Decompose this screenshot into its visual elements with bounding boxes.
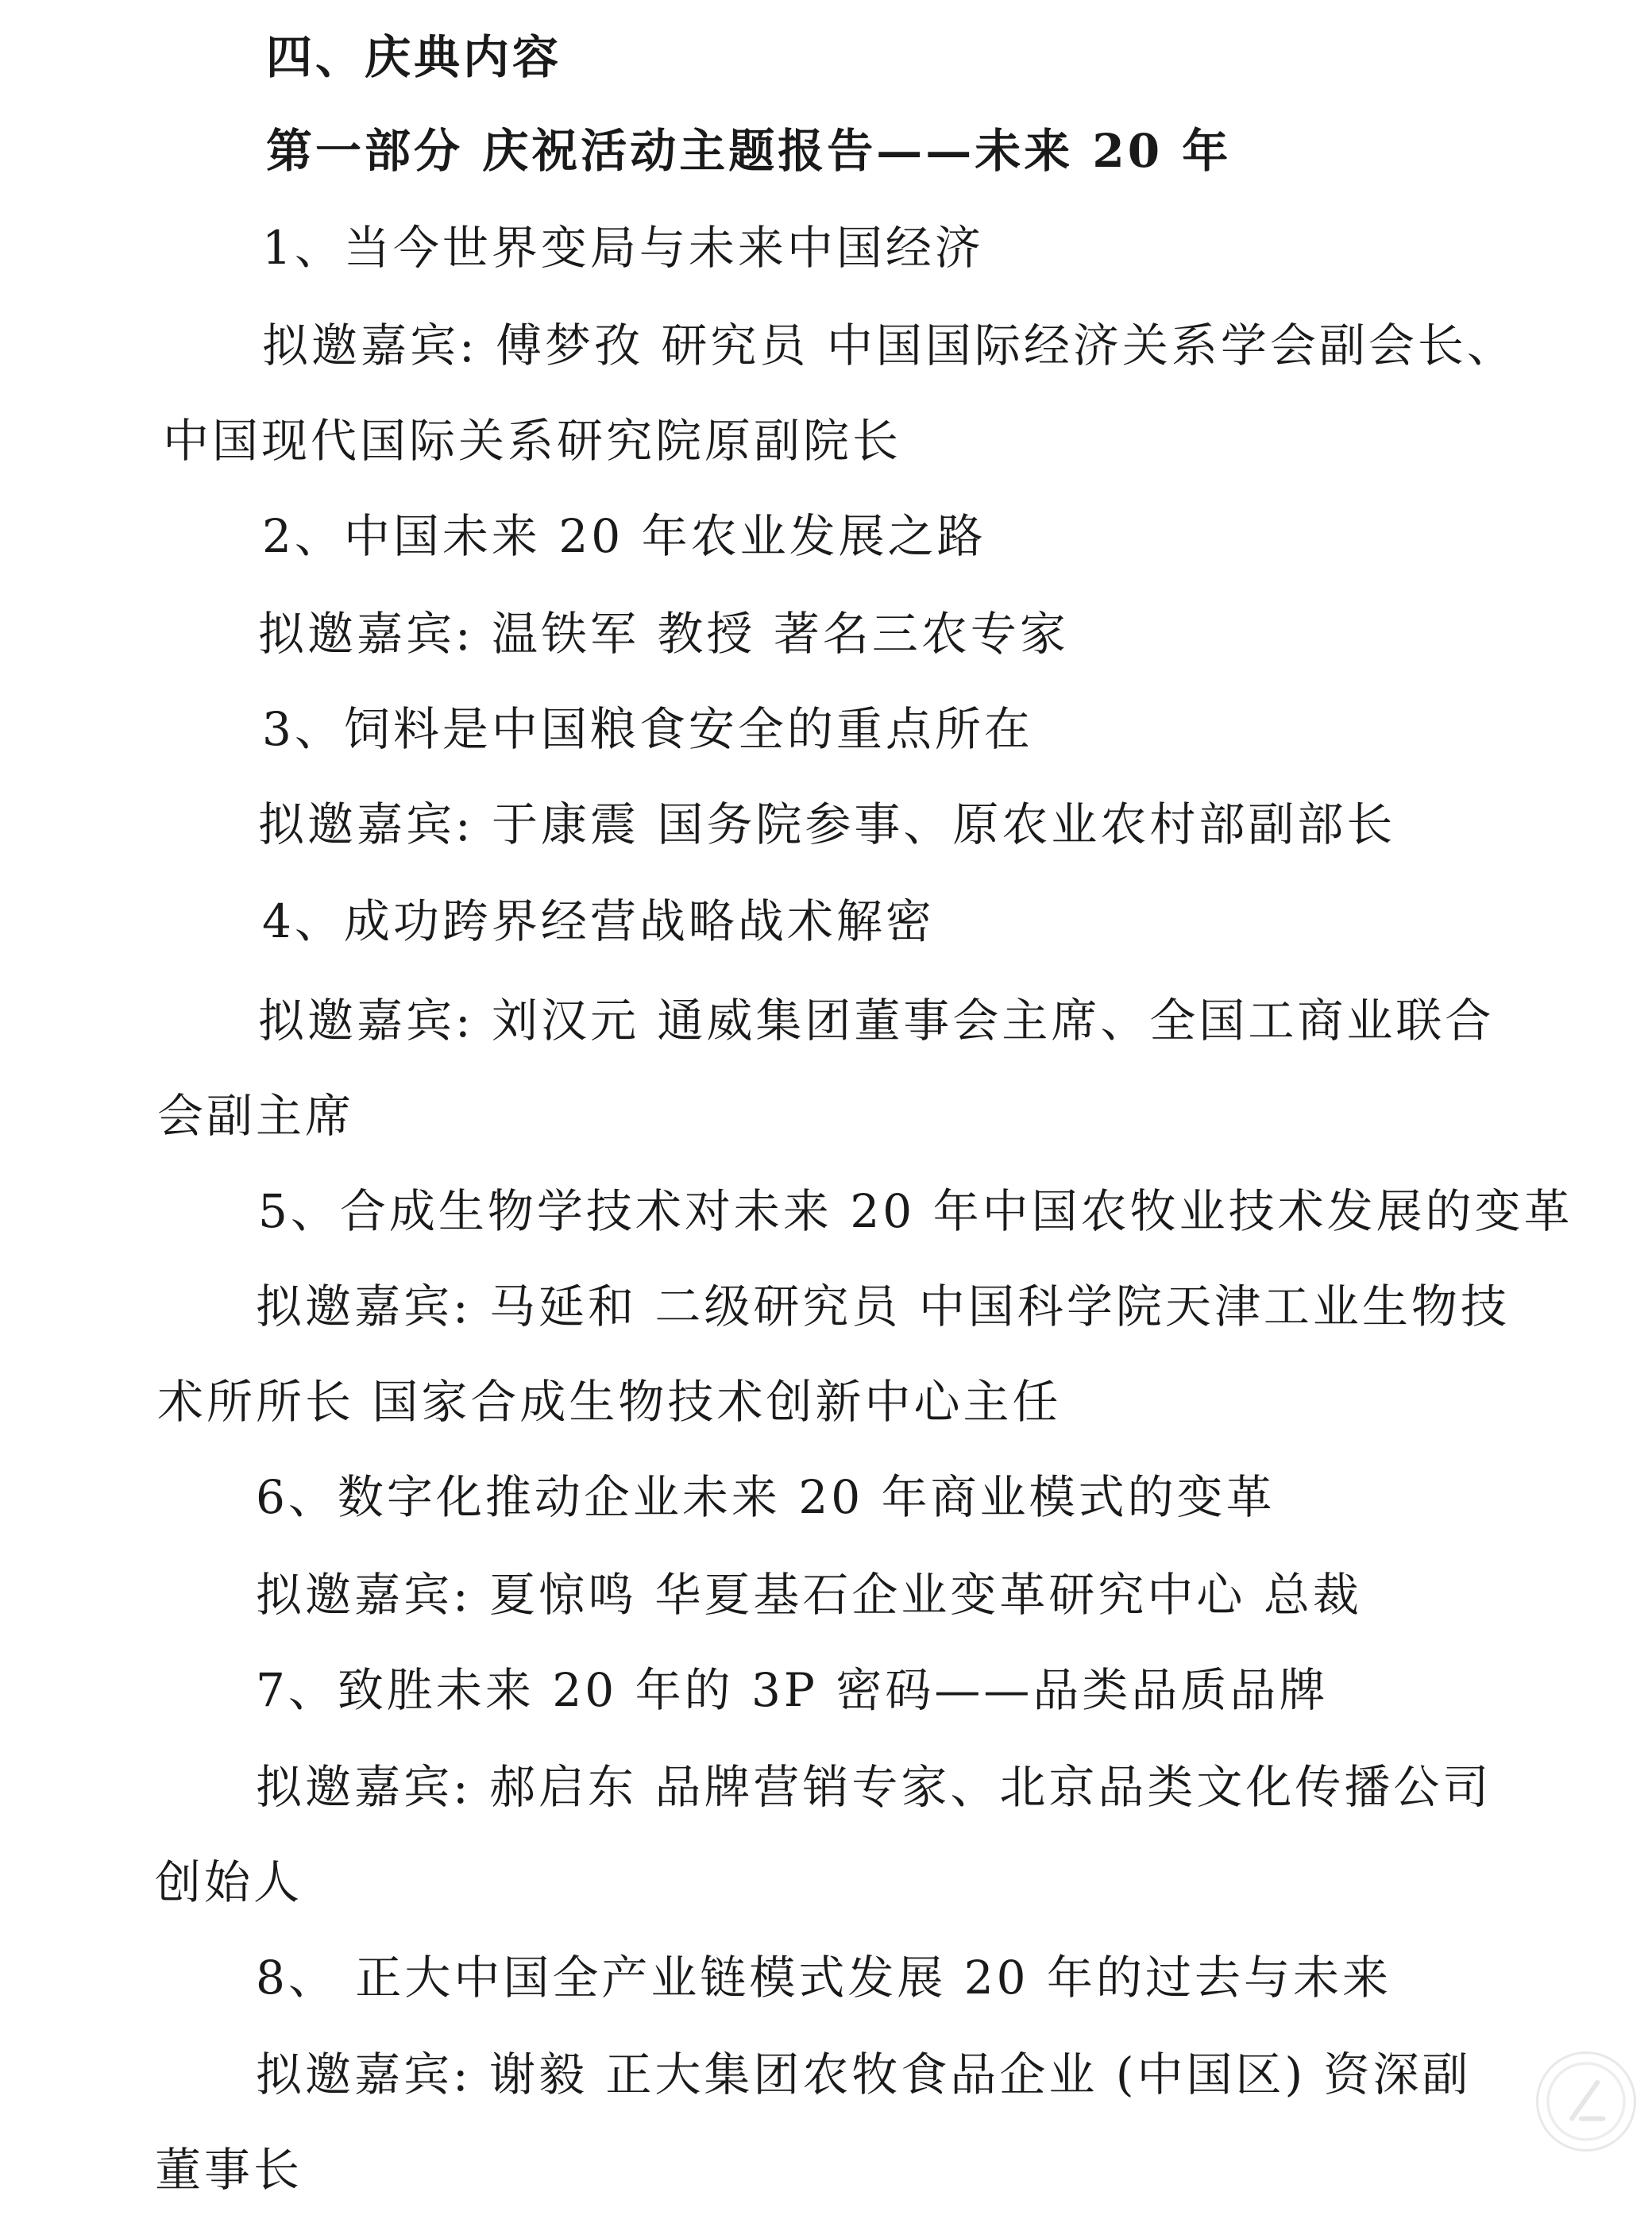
- topic-2-guest: 拟邀嘉宾: 温铁军 教授 著名三农专家: [258, 607, 1069, 661]
- topic-5-title: 5、合成生物学技术对未来 20 年中国农牧业技术发展的变革: [258, 1184, 1573, 1238]
- topic-4-guest: 拟邀嘉宾: 刘汉元 通威集团董事会主席、全国工商业联合: [258, 994, 1495, 1048]
- topic-1-guest: 拟邀嘉宾: 傅梦孜 研究员 中国国际经济关系学会副会长、: [262, 318, 1516, 372]
- topic-3-guest: 拟邀嘉宾: 于康震 国务院参事、原农业农村部副部长: [258, 797, 1396, 851]
- part-heading: 第一部分 庆祝活动主题报告——未来 20 年: [266, 124, 1232, 178]
- topic-7-guest-cont: 创始人: [155, 1855, 303, 1909]
- topic-5-guest-cont: 术所所长 国家合成生物技术创新中心主任: [157, 1375, 1062, 1429]
- topic-5-guest: 拟邀嘉宾: 马延和 二级研究员 中国科学院天津工业生物技: [256, 1279, 1510, 1333]
- stylized-logo-icon: [1536, 2051, 1636, 2152]
- topic-8-guest: 拟邀嘉宾: 谢毅 正大集团农牧食品企业 (中国区) 资深副: [256, 2047, 1472, 2101]
- topic-8-title: 8、 正大中国全产业链模式发展 20 年的过去与未来: [256, 1951, 1392, 2005]
- topic-2-title: 2、中国未来 20 年农业发展之路: [262, 509, 986, 563]
- section-heading: 四、庆典内容: [266, 30, 562, 84]
- topic-6-guest: 拟邀嘉宾: 夏惊鸣 华夏基石企业变革研究中心 总裁: [256, 1568, 1362, 1622]
- topic-6-title: 6、数字化推动企业未来 20 年商业模式的变革: [256, 1470, 1276, 1524]
- topic-7-title: 7、致胜未来 20 年的 3P 密码——品类品质品牌: [256, 1663, 1329, 1717]
- topic-4-title: 4、成功跨界经营战略战术解密: [262, 894, 935, 948]
- topic-3-title: 3、饲料是中国粮食安全的重点所在: [262, 702, 1033, 756]
- topic-1-guest-cont: 中国现代国际关系研究院原副院长: [163, 414, 902, 468]
- topic-4-guest-cont: 会副主席: [157, 1089, 355, 1143]
- topic-1-title: 1、当今世界变局与未来中国经济: [262, 221, 984, 275]
- topic-8-guest-cont: 董事长: [155, 2143, 303, 2197]
- topic-7-guest: 拟邀嘉宾: 郝启东 品牌营销专家、北京品类文化传播公司: [256, 1760, 1492, 1814]
